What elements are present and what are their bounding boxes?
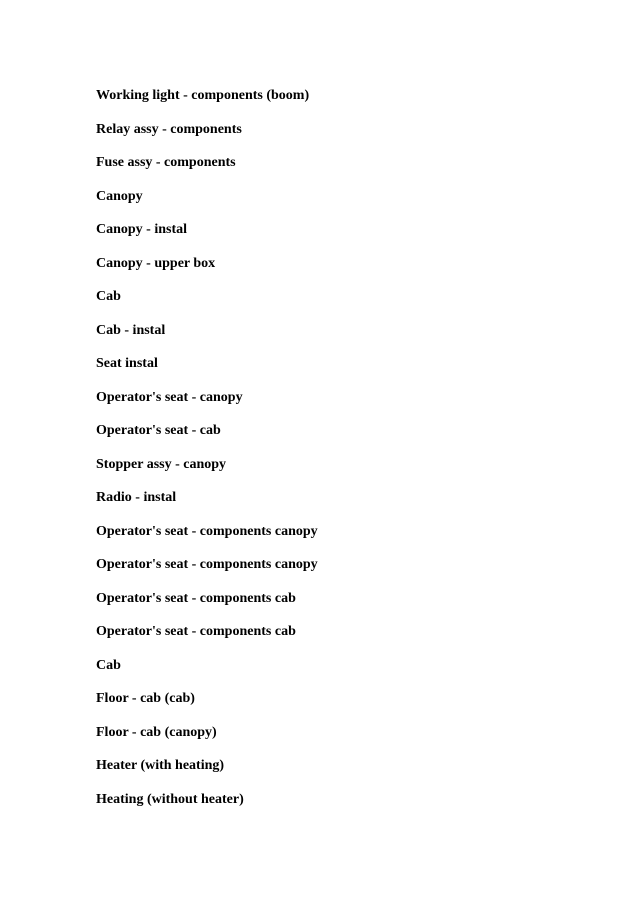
- list-item: Canopy - instal: [96, 222, 188, 237]
- list-item: Fuse assy - components: [96, 155, 236, 170]
- list-item: Relay assy - components: [96, 121, 242, 137]
- list-item: Heater (with heating): [96, 758, 225, 773]
- list-item: Cab: [96, 289, 121, 304]
- list-item: Operator's seat - components cab: [96, 624, 296, 639]
- parts-list: [96, 87, 318, 824]
- list-item: Floor - cab (canopy): [96, 724, 217, 740]
- list-item: Stopper assy - canopy: [96, 456, 227, 472]
- list-item: Canopy: [96, 188, 143, 204]
- list-item: Operator's seat - components canopy: [96, 557, 318, 572]
- list-item: Canopy - upper box: [96, 255, 216, 271]
- list-item: Floor - cab (cab): [96, 691, 195, 706]
- list-item: Operator's seat - cab: [96, 423, 221, 438]
- list-item: Operator's seat - components canopy: [96, 523, 318, 539]
- list-item: Radio - instal: [96, 490, 177, 505]
- list-item: Cab - instal: [96, 322, 166, 338]
- list-item: Seat instal: [96, 356, 158, 371]
- list-item: Cab: [96, 657, 121, 673]
- list-item: Heating (without heater): [96, 791, 244, 807]
- list-item: Operator's seat - canopy: [96, 389, 243, 405]
- list-item: Operator's seat - components cab: [96, 590, 296, 606]
- list-item: Working light - components (boom): [96, 88, 310, 103]
